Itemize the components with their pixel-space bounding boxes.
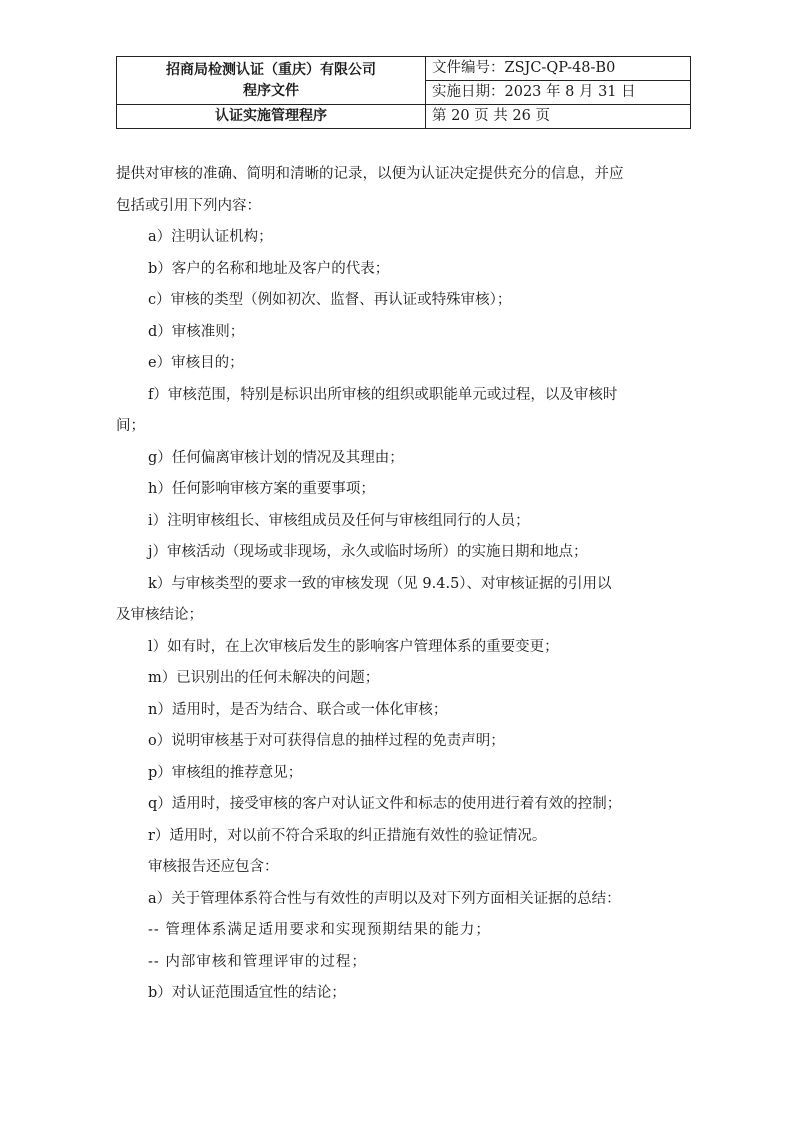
list-item-f-continued: 间； (116, 418, 145, 434)
list-item-k: k）与审核类型的要求一致的审核发现（见 9.4.5）、对审核证据的引用以 (148, 575, 612, 592)
report-item-b: b）对认证范围适宜性的结论； (148, 985, 346, 1001)
effective-date: 实施日期：2023 年 8 月 31 日 (426, 81, 691, 105)
list-item-f: f）审核范围，特别是标识出所审核的组织或职能单元或过程，以及审核时 (148, 386, 618, 403)
company-name: 招商局检测认证（重庆）有限公司 (166, 61, 376, 78)
list-item-d: d）审核准则； (148, 323, 245, 340)
document-title: 认证实施管理程序 (117, 105, 426, 129)
company-cell (117, 57, 426, 105)
list-item-j: j）审核活动（现场或非现场，永久或临时场所）的实施日期和地点； (148, 544, 588, 560)
list-item-q: q）适用时，接受审核的客户对认证文件和标志的使用进行着有效的控制； (148, 796, 622, 812)
list-item-n: n）适用时，是否为结合、联合或一体化审核； (148, 701, 448, 718)
list-item-b: b）客户的名称和地址及客户的代表； (148, 260, 390, 277)
list-item-m: m）已识别出的任何未解决的问题； (148, 670, 380, 686)
list-item-l: l）如有时，在上次审核后发生的影响客户管理体系的重要变更； (148, 638, 559, 655)
list-item-h: h）任何影响审核方案的重要事项； (148, 481, 375, 497)
report-heading: 审核报告还应包含： (148, 859, 279, 875)
document-body (116, 162, 684, 1013)
intro-line-2: 包括或引用下列内容： (116, 197, 261, 214)
list-item-r: r）适用时，对以前不符合采取的纠正措施有效性的验证情况。 (148, 827, 547, 844)
report-dash-item-1: -- 管理体系满足适用要求和实现预期结果的能力； (148, 922, 491, 938)
report-dash-item-2: -- 内部审核和管理评审的过程； (148, 953, 367, 970)
list-item-o: o）说明审核基于对可获得信息的抽样过程的免责声明； (148, 733, 505, 749)
list-item-e: e）审核目的； (148, 355, 244, 371)
page-info: 第 20 页 共 26 页 (426, 105, 691, 129)
report-item-a: a）关于管理体系符合性与有效性的声明以及对下列方面相关证据的总结： (148, 890, 621, 907)
document-type: 程序文件 (243, 82, 299, 99)
list-item-a: a）注明认证机构； (148, 229, 273, 245)
list-item-p: p）审核组的推荐意见； (148, 764, 303, 781)
document-number: 文件编号：ZSJC-QP-48-B0 (426, 57, 691, 81)
intro-line-1: 提供对审核的准确、简明和清晰的记录，以便为认证决定提供充分的信息，并应 (116, 166, 624, 182)
list-item-g: g）任何偏离审核计划的情况及其理由； (148, 449, 404, 466)
list-item-k-continued: 及审核结论； (116, 607, 203, 623)
document-header-table (116, 56, 691, 129)
list-item-c: c）审核的类型（例如初次、监督、再认证或特殊审核）； (148, 292, 512, 308)
list-item-i: i）注明审核组长、审核组成员及任何与审核组同行的人员； (148, 512, 530, 529)
